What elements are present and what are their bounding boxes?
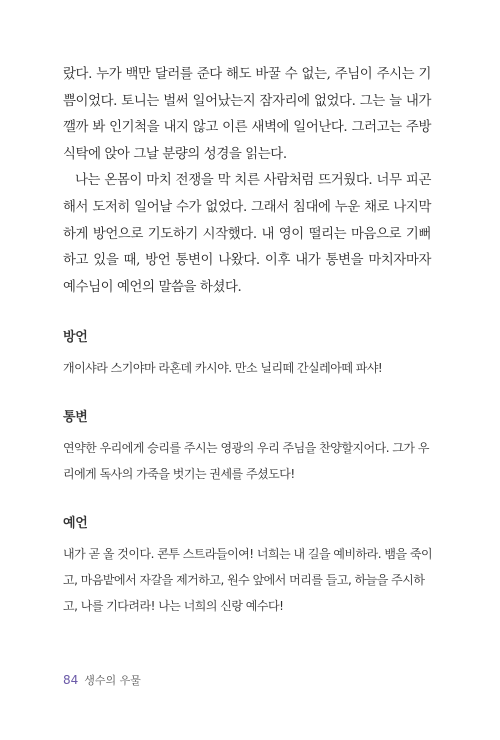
page-number: 84: [63, 673, 79, 687]
body-text: [63, 62, 431, 301]
section-title: 예언: [63, 516, 88, 531]
section-interpretation: [63, 406, 433, 487]
book-title: 생수의 우물: [84, 674, 141, 687]
section-title: 방언: [63, 330, 88, 345]
body-paragraph: 나는 온몸이 마치 전쟁을 막 치른 사람처럼 뜨거웠다. 너무 피곤해서 도저히 일어날 수가 없었다. 그래서 침대에 누운 채로 나지막하게 방언으로 기도하기 시작했다. 내 영이 떨리는 마음으로 기뻐하고 있을 때, 방언 통변이 나왔다. 이후 내가 통변을 마치자마자 예수님이 예언의 말씀을 하셨다.: [63, 173, 431, 295]
section-tongue: [63, 326, 433, 381]
section-text: 연약한 우리에게 승리를 주시는 영광의 우리 주님을 찬양할지어다. 그가 우리에게 독사의 가죽을 벗기는 권세를 주셨도다!: [63, 441, 429, 481]
section-text: 내가 곧 올 것이다. 콘투 스트라들이여! 너희는 내 길을 예비하라. 뱀을 죽이고, 마음밭에서 자갈을 제거하고, 원수 앞에서 머리를 들고, 하늘을 주시하고, 나를 기다려라! 나는 너희의 신랑 예수다!: [63, 547, 433, 613]
section-text: 개이샤라 스기야마 라혼데 카시야. 만소 닐리떼 간실레아떼 파샤!: [63, 361, 383, 375]
body-paragraph: 랐다. 누가 백만 달러를 준다 해도 바꿀 수 없는, 주님이 주시는 기쁨이었다. 토니는 벌써 일어났는지 잠자리에 없었다. 그는 늘 내가 깰까 봐 인기척을 내지 않고 이른 새벽에 일어난다. 그러고는 주방 식탁에 앉아 그날 분량의 성경을 읽는다.: [63, 67, 431, 162]
section-title: 통변: [63, 410, 88, 425]
section-prophecy: [63, 512, 433, 619]
page-footer: [63, 672, 141, 688]
